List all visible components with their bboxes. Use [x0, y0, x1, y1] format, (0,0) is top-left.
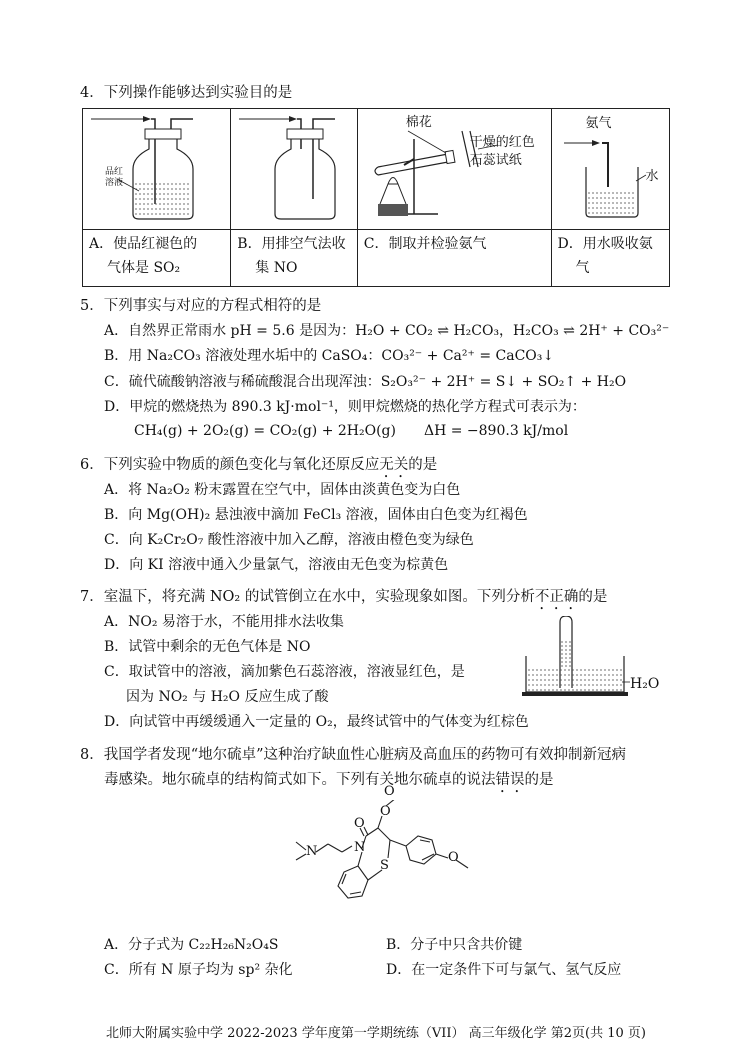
ammonia-label: 氨气 [585, 116, 612, 131]
q4-option-a: A．使品红褪色的 气体是 SO₂ [83, 230, 231, 287]
litmus-label-2: 石蕊试纸 [469, 153, 522, 168]
q7-option-c: C．取试管中的溶液，滴加紫色石蕊溶液，溶液显红色，是 [104, 664, 465, 680]
q7-option-a: A．NO₂ 易溶于水，不能用排水法收集 [104, 614, 344, 630]
q6-option-b: B．向 Mg(OH)₂ 悬浊液中滴加 FeCl₃ 溶液，固体由白色变为红褐色 [104, 507, 528, 523]
q7-stem: 7．室温下，将充满 NO₂ 的试管倒立在水中，实验现象如图。下列分析不正确的是 [80, 589, 608, 605]
atom-o-acyl: O [384, 784, 395, 799]
atom-n-amine: N [306, 844, 318, 859]
q5-option-c: C．硫代硫酸钠溶液与稀硫酸混合出现浑浊：S₂O₃²⁻ + 2H⁺ = S↓ + SO₂↑ + H₂O [104, 374, 627, 390]
q6-option-c: C．向 K₂Cr₂O₇ 酸性溶液中加入乙醇，溶液由橙色变为绿色 [104, 532, 474, 548]
q8-stem-2: 毒感染。地尔硫卓的结构简式如下。下列有关地尔硫卓的说法错误的是 [104, 772, 554, 788]
q4-fig-b [231, 109, 357, 230]
gas-collection-bottle-b [231, 109, 357, 229]
q8-option-a: A．分子式为 C₂₂H₂₆N₂O₄S [104, 937, 279, 953]
q5-option-d-equation: CH₄(g) + 2O₂(g) = CO₂(g) + 2H₂O(g) ΔH = −890.3 kJ/mol [134, 423, 569, 439]
q4-stem: 4．下列操作能够达到实验目的是 [80, 85, 293, 101]
q5-option-a: A．自然界正常雨水 pH = 5.6 是因为：H₂O + CO₂ ⇌ H₂CO₃，H₂CO₃ ⇌ 2H⁺ + CO₃²⁻ [104, 323, 670, 339]
water-label: 水 [645, 169, 659, 184]
atom-s: S [380, 858, 389, 873]
cotton-label: 棉花 [405, 115, 432, 130]
q4-fig-a [83, 109, 231, 230]
atom-o-carbonyl: O [354, 816, 365, 831]
atom-n-ring: N [354, 840, 366, 855]
q7-option-d: D．向试管中再缓缓通入一定量的 O₂，最终试管中的气体变为红棕色 [104, 714, 529, 730]
q4-table [82, 108, 670, 287]
page-footer: 北师大附属实验中学 2022-2023 学年度第一学期统练（VII） 高三年级化学 第2页(共 10 页) [106, 1026, 646, 1041]
q4-fig-d [551, 109, 669, 230]
ammonia-prep-apparatus [358, 109, 552, 229]
liquid-label-1: 品红 [105, 167, 124, 177]
q4-fig-c [357, 109, 551, 230]
atom-o-methoxy: O [448, 850, 459, 865]
diltiazem-structure [290, 784, 490, 920]
q5-option-b: B．用 Na₂CO₃ 溶液处理水垢中的 CaSO₄：CO₃²⁻ + Ca²⁺ = CaCO₃↓ [104, 348, 555, 364]
q8-stem-1: 8．我国学者发现“地尔硫卓”这种治疗缺血性心脏病及高血压的药物可有效抑制新冠病 [80, 747, 627, 763]
q5-option-d: D．甲烷的燃烧热为 890.3 kJ·mol⁻¹，则甲烷燃烧的热化学方程式可表示为： [104, 399, 586, 415]
q4-option-c: C．制取并检验氨气 [357, 230, 551, 287]
q5-stem: 5．下列事实与对应的方程式相符的是 [80, 298, 322, 314]
q6-option-d: D．向 KI 溶液中通入少量氯气，溶液由无色变为棕黄色 [104, 557, 449, 573]
q8-option-c: C．所有 N 原子均为 sp² 杂化 [104, 962, 293, 978]
litmus-label-1: 干燥的红色 [469, 135, 535, 150]
liquid-label-2: 溶液 [105, 178, 124, 188]
q6-stem: 6．下列实验中物质的颜色变化与氧化还原反应无关的是 [80, 457, 438, 473]
q8-option-d: D．在一定条件下可与氯气、氢气反应 [386, 962, 622, 978]
atom-o-ester: O [380, 804, 391, 819]
q6-option-a: A．将 Na₂O₂ 粉末露置在空气中，固体由淡黄色变为白色 [104, 482, 461, 498]
q7-water-label: H₂O [630, 676, 660, 692]
q4-option-b: B．用排空气法收 集 NO [231, 230, 357, 287]
q8-option-b: B．分子中只含共价键 [386, 937, 523, 953]
q7-option-c-cont: 因为 NO₂ 与 H₂O 反应生成了酸 [126, 689, 329, 705]
q7-option-b: B．试管中剩余的无色气体是 NO [104, 639, 311, 655]
q4-option-d: D．用水吸收氨 气 [551, 230, 669, 287]
